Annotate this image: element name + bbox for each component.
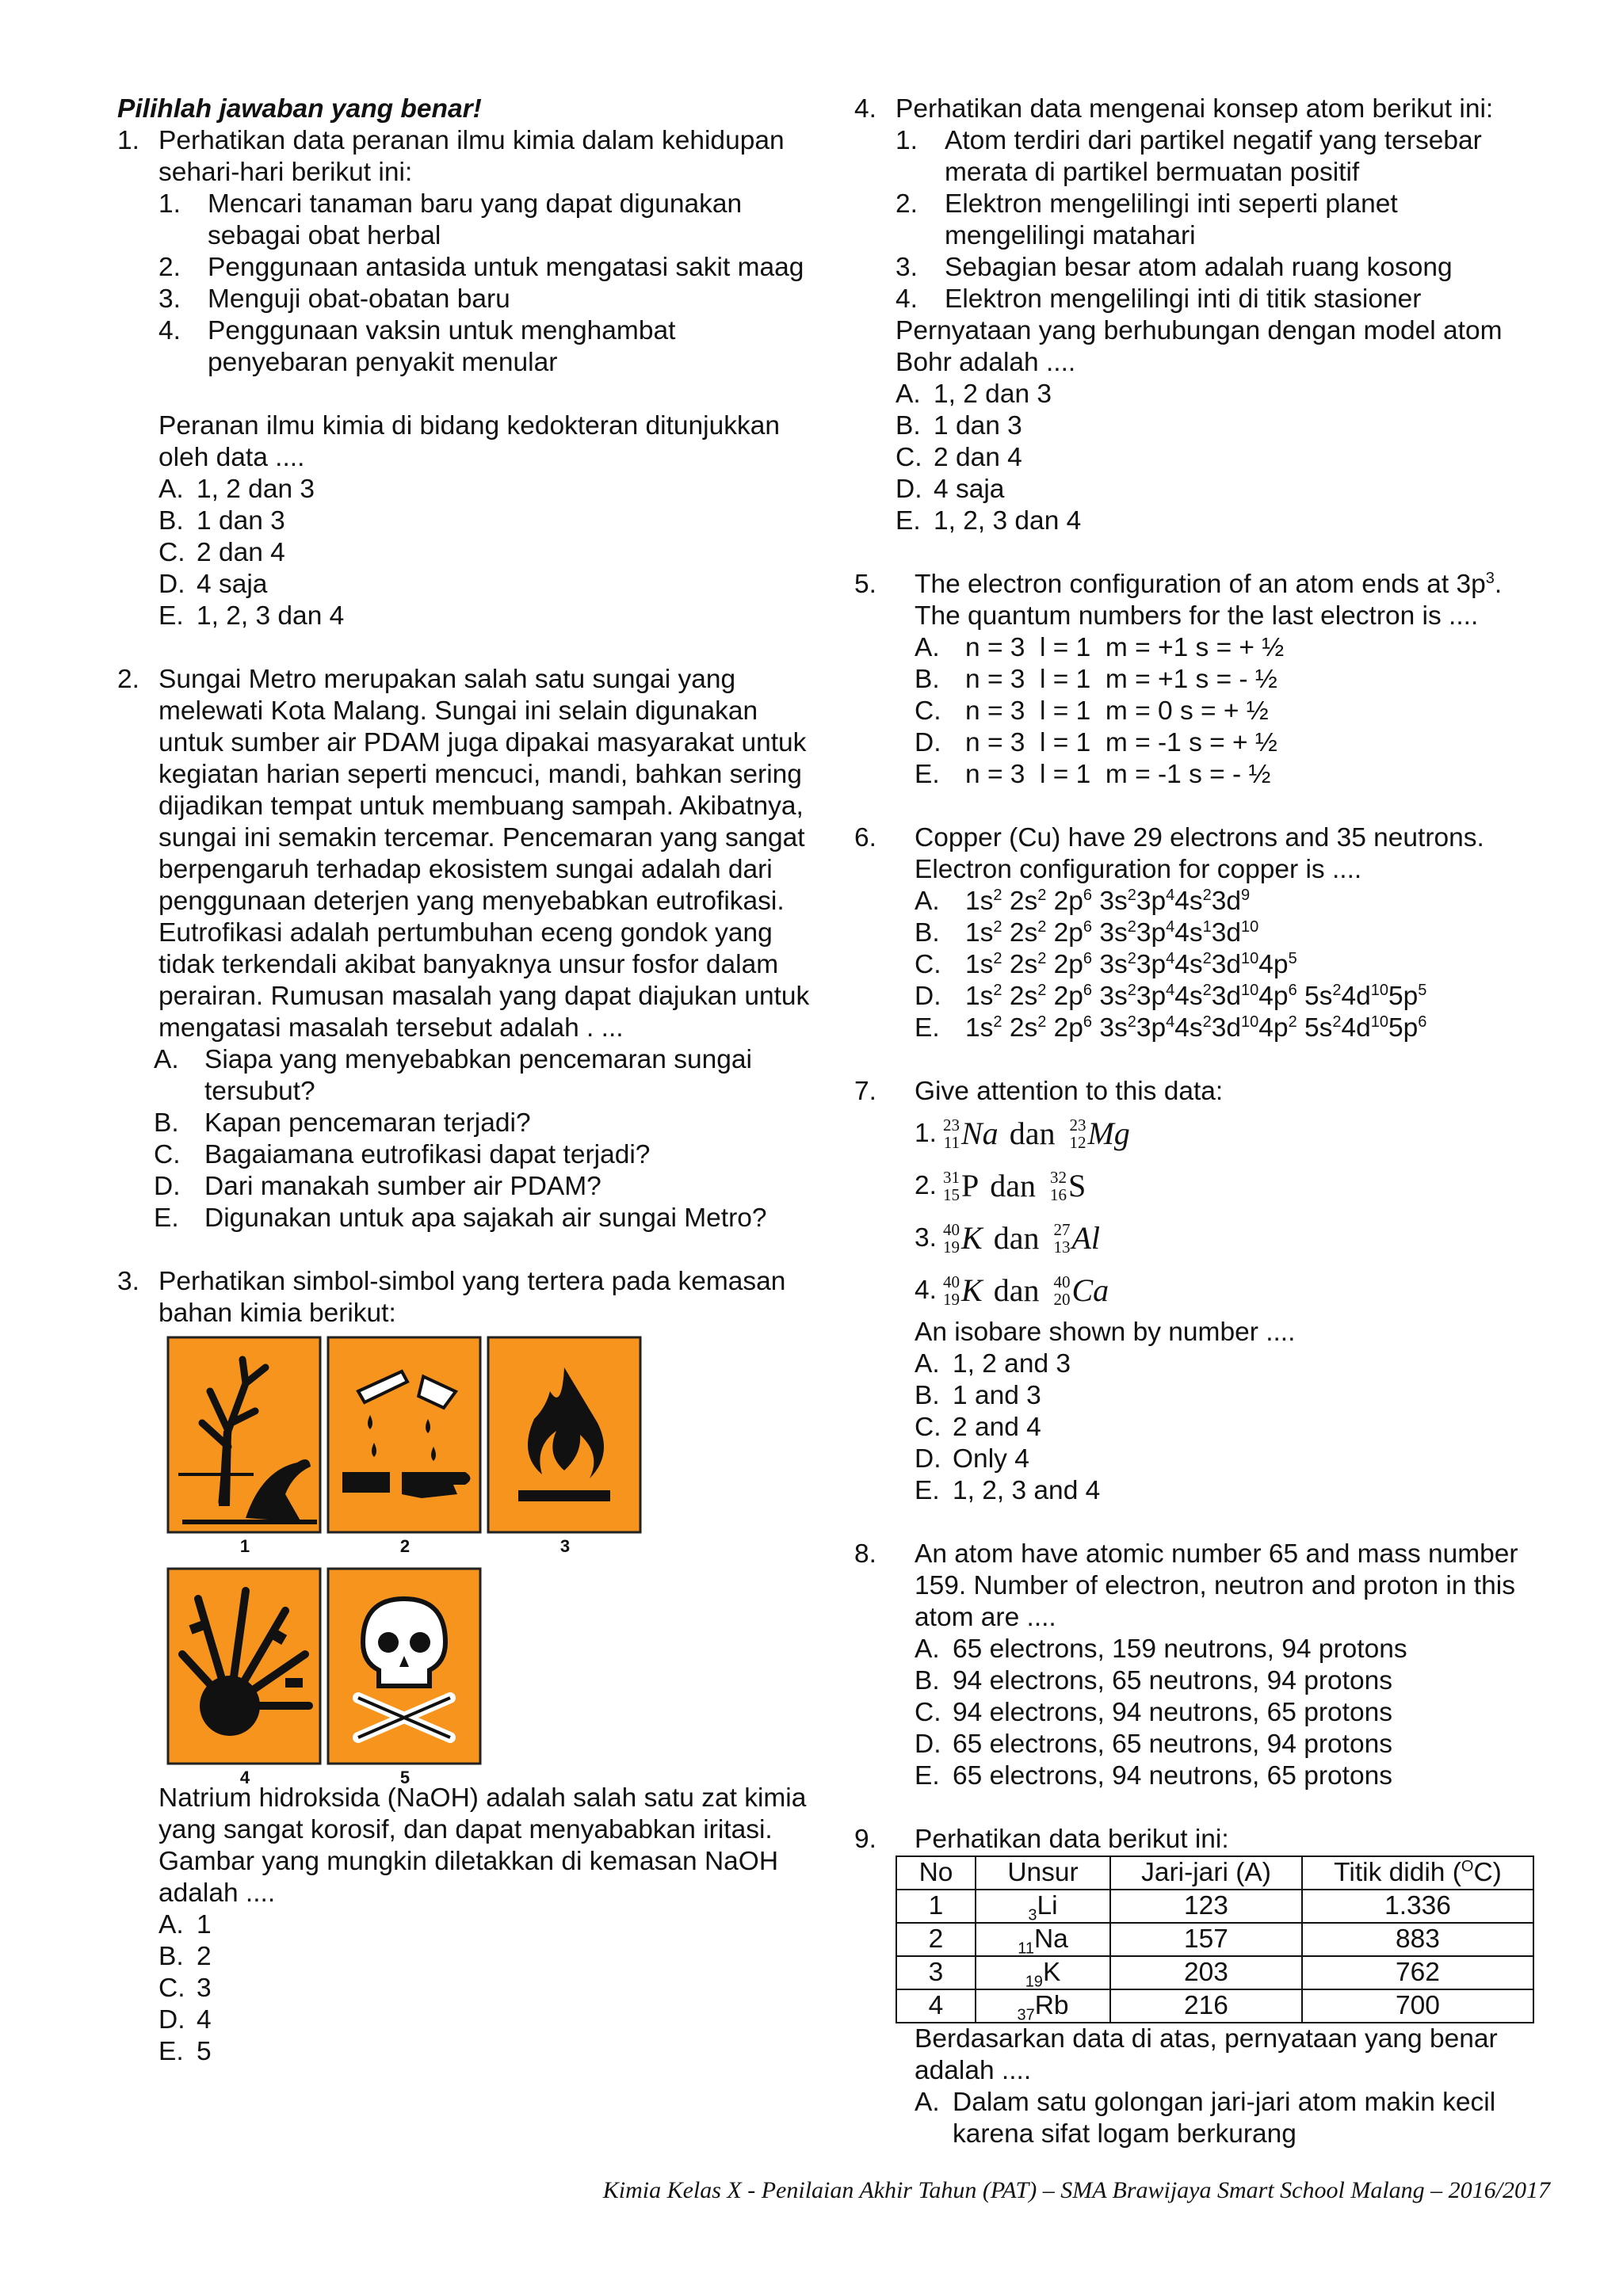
list-item: 2. Elektron mengelilingi inti seperti planet mengelilingi matahari <box>896 189 1398 250</box>
question-text: Pernyataan yang berhubungan dengan model atom Bohr adalah .... <box>896 316 1503 377</box>
list-item: 2. Penggunaan antasida untuk mengatasi sakit maag <box>158 253 804 282</box>
option-c[interactable]: C. Bagaiamana eutrofikasi dapat terjadi? <box>154 1140 651 1169</box>
image-label: 1 <box>239 1536 250 1556</box>
table-row: 2 $_{11}$Na 157 883 <box>896 1923 1533 1956</box>
option-a[interactable]: A. 65 electrons, 159 neutrons, 94 protons <box>915 1634 1407 1664</box>
question-9 <box>854 1824 1544 1855</box>
question-3 <box>117 1266 815 1329</box>
list-item: 1. Mencari tanaman baru yang dapat digunakan sebagai obat herbal <box>158 189 743 250</box>
image-label: 4 <box>239 1768 250 1787</box>
question-stem: Sungai Metro merupakan salah satu sungai yang melewati Kota Malang. Sungai ini selain digunakan untuk sumber air PDAM juga dipakai masyarakat untuk kegiatan harian seperti mencuci, mandi, bahkan sering dijadikan tempat untuk membuang sampah. Akibatnya, sungai ini semakin tercemar. Pencemaran yang sangat berpengaruh terhadap ekosistem sungai adalah dari penggunaan deterjen yang menyebabkan eutrofikasi. Eutrofikasi adalah pertumbuhan eceng gondok yang tidak terkendali akibat banyaknya unsur fosfor dalam perairan. Rumusan masalah yang dapat diajukan untuk mengatasi masalah tersebut adalah . ... <box>158 665 810 1043</box>
list-item: 3. Sebagian besar atom adalah ruang kosong <box>896 253 1453 282</box>
option-e[interactable]: E. Digunakan untuk apa sajakah air sungai Metro? <box>154 1203 767 1233</box>
option-d[interactable]: D. $1s^2$ $2s^2$ $2p^6$ $3s^23p^44s^23d^{10}4p^6$ $5s^24d^{10}5p^5$ <box>915 981 1427 1011</box>
option-d[interactable]: D. 4 saja <box>896 475 1005 504</box>
option-b[interactable]: B. 2 <box>158 1942 212 1971</box>
question-number: 2. <box>117 665 139 694</box>
option-a[interactable]: A. n = 3 l = 1 m = +1 s = + ½ <box>915 633 1285 662</box>
question-text: Peranan ilmu kimia di bidang kedokteran ditunjukkan oleh data .... <box>158 411 780 472</box>
option-d[interactable]: D. Dari manakah sumber air PDAM? <box>154 1172 601 1201</box>
option-b[interactable]: B. 1 dan 3 <box>896 411 1022 441</box>
option-c[interactable]: C. 2 and 4 <box>915 1413 1041 1442</box>
toxic-skull-icon <box>327 1567 482 1765</box>
environment-hazard-icon <box>166 1336 322 1534</box>
corrosive-icon <box>327 1336 482 1534</box>
question-number: 1. <box>117 126 139 155</box>
nuclide-list <box>915 1108 1544 1317</box>
column-header: Unsur <box>976 1856 1110 1890</box>
option-e[interactable]: E. 5 <box>158 2037 212 2066</box>
option-d[interactable]: D. 4 <box>158 2005 212 2035</box>
image-label: 2 <box>399 1536 411 1556</box>
question-4 <box>854 93 1544 537</box>
question-stem: Perhatikan data berikut ini: <box>915 1825 1229 1854</box>
hazard-symbols <box>166 1336 658 1787</box>
question-stem: Copper (Cu) have 29 electrons and 35 neutrons. <box>915 823 1484 852</box>
element-data-table <box>896 1855 1534 2023</box>
question-text: The quantum numbers for the last electron is .... <box>915 601 1479 631</box>
option-a[interactable]: A. Siapa yang menyebabkan pencemaran sungai tersubut? <box>154 1045 752 1106</box>
nuclide-pair: 2. 31 15 P dan 32 16 S <box>915 1168 1086 1204</box>
option-b[interactable]: B. 1 dan 3 <box>158 506 285 536</box>
question-number: 7. <box>854 1077 876 1106</box>
question-number: 8. <box>854 1539 876 1569</box>
question-stem: Give attention to this data: <box>915 1077 1224 1106</box>
list-item: 4. Penggunaan vaksin untuk menghambat penyebaran penyakit menular <box>158 316 676 377</box>
question-stem: Perhatikan data peranan ilmu kimia dalam kehidupan sehari-hari berikut ini: <box>158 126 785 187</box>
question-number: 3. <box>117 1267 139 1296</box>
option-a[interactable]: A. Dalam satu golongan jari-jari atom makin kecil karena sifat logam berkurang <box>915 2088 1496 2149</box>
option-a[interactable]: A. $1s^2$ $2s^2$ $2p^6$ $3s^23p^44s^23d^9$ <box>915 886 1251 916</box>
image-label: 5 <box>399 1768 411 1787</box>
explosive-icon <box>166 1567 322 1765</box>
instruction: Pilihlah jawaban yang benar! <box>117 94 482 124</box>
column-header: No <box>896 1856 976 1890</box>
question-text: Natrium hidroksida (NaOH) adalah salah satu zat kimia yang sangat korosif, dan dapat menyababkan iritasi. Gambar yang mungkin diletakkan di kemasan NaOH adalah .... <box>158 1783 807 1908</box>
question-number: 9. <box>854 1825 876 1854</box>
option-c[interactable]: C. n = 3 l = 1 m = 0 s = + ½ <box>915 696 1269 726</box>
question-text: An isobare shown by number .... <box>915 1318 1296 1347</box>
option-d[interactable]: D. n = 3 l = 1 m = -1 s = + ½ <box>915 728 1277 757</box>
option-e[interactable]: E. 1, 2, 3 and 4 <box>915 1476 1101 1505</box>
nuclide-pair: 3. 40 19 K dan 27 13 Al <box>915 1220 1100 1257</box>
image-label: 3 <box>559 1536 571 1556</box>
question-number: 6. <box>854 823 876 852</box>
question-8 <box>854 1539 1544 1792</box>
option-b[interactable]: B. 1 and 3 <box>915 1381 1041 1410</box>
list-item: 1. Atom terdiri dari partikel negatif yang tersebar merata di partikel bermuatan positif <box>896 126 1482 187</box>
column-header: Jari-jari (A) <box>1110 1856 1302 1890</box>
question-text: Electron configuration for copper is .... <box>915 855 1362 884</box>
column-header: Titik didih ($^O$C) <box>1302 1856 1533 1890</box>
question-stem: The electron configuration of an atom ends at $3p^3$. <box>915 569 1503 599</box>
question-number: 4. <box>854 94 876 124</box>
option-c[interactable]: C. 2 dan 4 <box>158 538 285 567</box>
question-stem: An atom have atomic number 65 and mass number 159. Number of electron, neutron and proton in this atom are .... <box>915 1539 1518 1632</box>
option-d[interactable]: D. Only 4 <box>915 1444 1029 1474</box>
option-a[interactable]: A. 1, 2 and 3 <box>915 1349 1071 1379</box>
option-e[interactable]: E. $1s^2$ $2s^2$ $2p^6$ $3s^23p^44s^23d^{10}4p^2$ $5s^24d^{10}5p^6$ <box>915 1013 1427 1043</box>
option-c[interactable]: C. 3 <box>158 1974 212 2003</box>
option-a[interactable]: A. 1, 2 dan 3 <box>896 379 1052 409</box>
option-c[interactable]: C. 2 dan 4 <box>896 443 1022 472</box>
nuclide-pair: 1. 23 11 Na dan 23 12 Mg <box>915 1116 1130 1152</box>
table-row: 3 $_{19}$K 203 762 <box>896 1956 1533 1989</box>
question-7 <box>854 1076 1544 1507</box>
question-2 <box>117 664 815 1234</box>
option-e[interactable]: E. 1, 2, 3 dan 4 <box>896 506 1082 536</box>
option-a[interactable]: A. 1 <box>158 1910 212 1939</box>
left-column <box>117 93 815 2068</box>
option-d[interactable]: D. 4 saja <box>158 570 268 599</box>
flammable-icon <box>487 1336 642 1534</box>
option-b[interactable]: B. n = 3 l = 1 m = +1 s = - ½ <box>915 665 1277 694</box>
option-d[interactable]: D. 65 electrons, 65 neutrons, 94 protons <box>915 1730 1392 1759</box>
nuclide-pair: 4. 40 19 K dan 40 20 Ca <box>915 1272 1109 1309</box>
question-text: Berdasarkan data di atas, pernyataan yang benar adalah .... <box>915 2024 1498 2085</box>
option-c[interactable]: C. $1s^2$ $2s^2$ $2p^6$ $3s^23p^44s^23d^{10}4p^5$ <box>915 949 1297 979</box>
question-1 <box>117 125 815 632</box>
question-number: 5. <box>854 570 876 599</box>
table-row: 4 $_{37}$Rb 216 700 <box>896 1989 1533 2023</box>
question-9-continued <box>854 2023 1544 2150</box>
question-stem: Perhatikan data mengenai konsep atom berikut ini: <box>896 94 1494 124</box>
list-item: 4. Elektron mengelilingi inti di titik stasioner <box>896 284 1422 314</box>
question-stem: Perhatikan simbol-simbol yang tertera pada kemasan bahan kimia berikut: <box>158 1267 786 1328</box>
option-e[interactable]: E. 1, 2, 3 dan 4 <box>158 601 345 631</box>
question-3-continued <box>117 1783 815 2068</box>
option-b[interactable]: B. Kapan pencemaran terjadi? <box>154 1108 531 1138</box>
question-6 <box>854 822 1544 1044</box>
table-header-row <box>896 1856 1533 1890</box>
right-column <box>854 93 1544 2150</box>
option-a[interactable]: A. 1, 2 dan 3 <box>158 475 315 504</box>
option-b[interactable]: B. 94 electrons, 65 neutrons, 94 protons <box>915 1666 1392 1695</box>
option-e[interactable]: E. n = 3 l = 1 m = -1 s = - ½ <box>915 760 1271 789</box>
option-e[interactable]: E. 65 electrons, 94 neutrons, 65 protons <box>915 1761 1392 1791</box>
page-footer: Kimia Kelas X - Penilaian Akhir Tahun (PAT) – SMA Brawijaya Smart School Malang – 2016/2017 <box>602 2177 1550 2203</box>
option-c[interactable]: C. 94 electrons, 94 neutrons, 65 protons <box>915 1698 1392 1727</box>
table-row: 1 $_3$Li 123 1.336 <box>896 1890 1533 1923</box>
option-b[interactable]: B. $1s^2$ $2s^2$ $2p^6$ $3s^23p^44s^13d^{10}$ <box>915 917 1259 948</box>
list-item: 3. Menguji obat-obatan baru <box>158 284 510 314</box>
question-5 <box>854 569 1544 791</box>
